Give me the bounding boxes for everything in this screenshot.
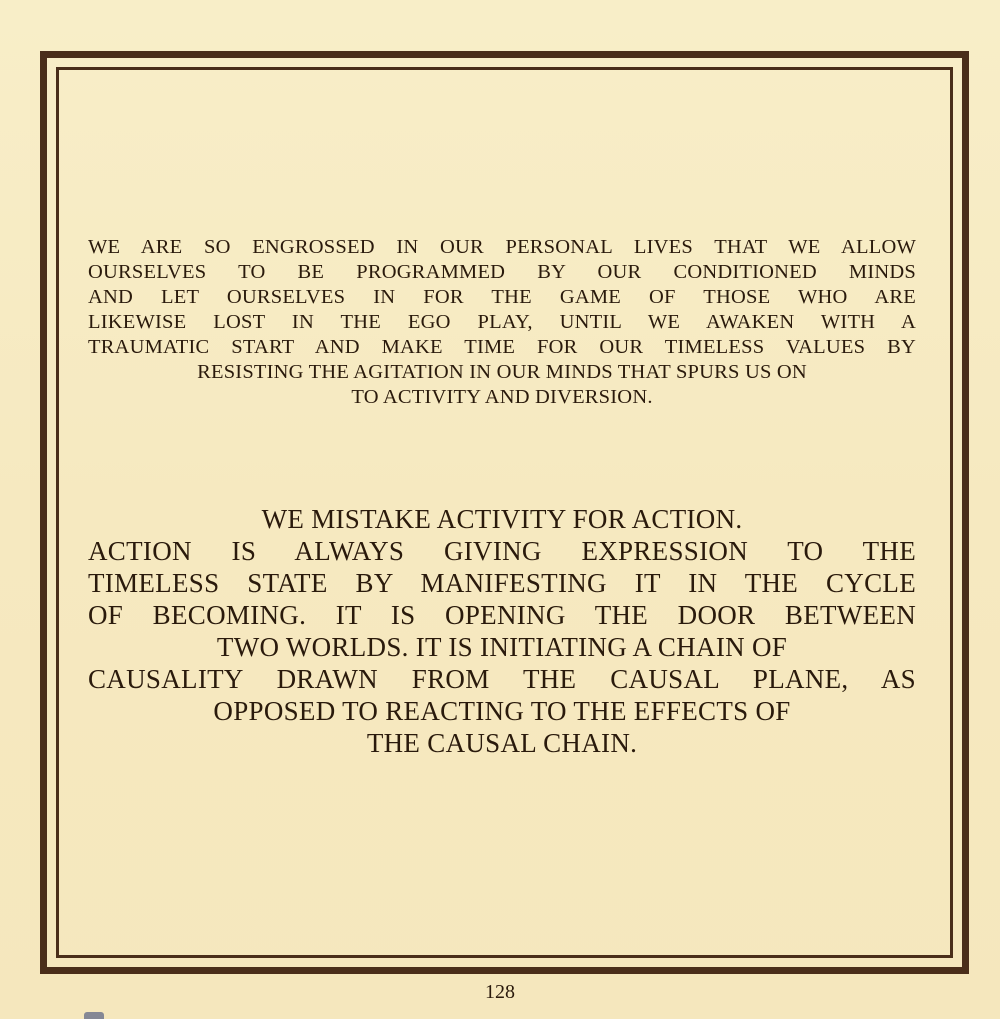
text-line: ACTION IS ALWAYS GIVING EXPRESSION TO THE — [88, 536, 916, 566]
text-line: WE ARE SO ENGROSSED IN OUR PERSONAL LIVES THAT WE ALLOW — [88, 236, 916, 258]
text-line: OURSELVES TO BE PROGRAMMED BY OUR CONDITIONED MINDS — [88, 261, 916, 283]
paragraph-activity-action — [88, 503, 916, 759]
ink-mark — [84, 1012, 104, 1019]
page-number: 128 — [485, 981, 515, 1003]
text-line: TRAUMATIC START AND MAKE TIME FOR OUR TIMELESS VALUES BY — [88, 336, 916, 358]
text-line: TO ACTIVITY AND DIVERSION. — [351, 386, 653, 408]
text-line: TWO WORLDS. IT IS INITIATING A CHAIN OF — [216, 632, 788, 662]
text-line: TIMELESS STATE BY MANIFESTING IT IN THE CYCLE — [88, 568, 916, 598]
text-line: OF BECOMING. IT IS OPENING THE DOOR BETWEEN — [88, 600, 916, 630]
text-line: OPPOSED TO REACTING TO THE EFFECTS OF — [213, 696, 791, 726]
text-line: CAUSALITY DRAWN FROM THE CAUSAL PLANE, AS — [88, 664, 916, 694]
text-line: WE MISTAKE ACTIVITY FOR ACTION. — [261, 504, 743, 534]
text-line: LIKEWISE LOST IN THE EGO PLAY, UNTIL WE AWAKEN WITH A — [88, 311, 916, 333]
text-line: AND LET OURSELVES IN FOR THE GAME OF THOSE WHO ARE — [88, 286, 916, 308]
text-line: THE CAUSAL CHAIN. — [366, 728, 638, 758]
text-line: RESISTING THE AGITATION IN OUR MINDS THAT SPURS US ON — [197, 361, 807, 383]
paragraph-ego-play — [88, 235, 916, 410]
